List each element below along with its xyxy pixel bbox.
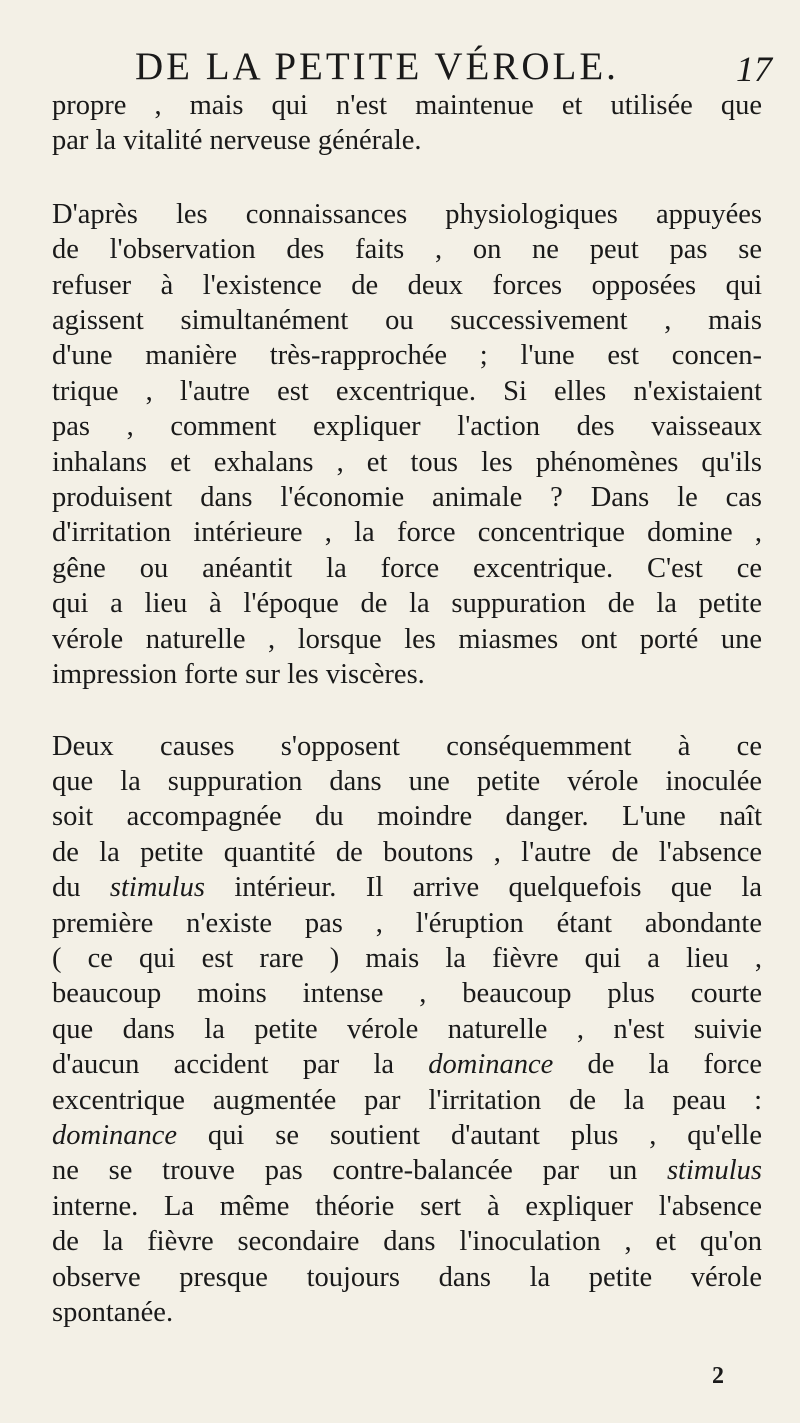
text-line: inhalans et exhalans , et tous les phénomènes qu'ils <box>52 446 762 478</box>
text-line: d'aucun accident par la dominance de la force <box>52 1049 763 1081</box>
text-line: du stimulus intérieur. Il arrive quelquefois que la <box>52 872 762 904</box>
text-line: beaucoup moins intense , beaucoup plus courte <box>52 978 762 1010</box>
text-line: refuser à l'existence de deux forces opposées qui <box>52 269 762 301</box>
paragraph <box>52 729 762 1331</box>
text-line: dominance qui se soutient d'autant plus , qu'elle <box>52 1119 762 1151</box>
text-line: D'après les connaissances physiologiques appuyées <box>52 198 762 230</box>
signature-mark: 2 <box>712 1363 724 1389</box>
text-line: que dans la petite vérole naturelle , n'est suivie <box>52 1013 762 1045</box>
text-line: spontanée. <box>52 1297 174 1328</box>
paragraph-gap <box>52 693 762 729</box>
text-line: d'irritation intérieure , la force concentrique domine , <box>52 517 762 549</box>
italic-term: dominance <box>52 1119 178 1151</box>
page-number: 17 <box>736 49 772 89</box>
text-line: de l'observation des faits , on ne peut pas se <box>52 234 762 266</box>
text-line: par la vitalité nerveuse générale. <box>52 125 422 157</box>
text-line: vérole naturelle , lorsque les miasmes ont porté une <box>52 623 762 655</box>
text-line: que la suppuration dans une petite vérole inoculée <box>52 765 762 797</box>
text-line: excentrique augmentée par l'irritation de la peau : <box>52 1084 762 1116</box>
text-line: d'une manière très-rapprochée ; l'une est concen- <box>52 340 762 372</box>
text-line: impression forte sur les viscères. <box>52 659 425 691</box>
text-line: de la fièvre secondaire dans l'inoculation , et qu'on <box>52 1226 762 1258</box>
italic-term: dominance <box>428 1049 554 1081</box>
text-line: observe presque toujours dans la petite vérole <box>52 1261 762 1293</box>
text-line: Deux causes s'opposent conséquemment à ce <box>52 730 762 762</box>
paragraph <box>52 88 762 159</box>
text-line: produisent dans l'économie animale ? Dans le cas <box>52 482 762 514</box>
text-line: propre , mais qui n'est maintenue et utilisée que <box>52 90 762 121</box>
text-line: pas , comment expliquer l'action des vaisseaux <box>52 411 762 443</box>
paragraph-gap <box>52 159 762 197</box>
running-title: DE LA PETITE VÉROLE. <box>135 45 619 88</box>
text-line: trique , l'autre est excentrique. Si elles n'existaient <box>52 375 762 407</box>
text-line: qui a lieu à l'époque de la suppuration de la petite <box>52 588 762 620</box>
body-text <box>52 88 762 1330</box>
text-line: agissent simultanément ou successivement , mais <box>52 305 762 337</box>
text-line: soit accompagnée du moindre danger. L'une naît <box>52 801 762 833</box>
italic-term: stimulus <box>666 1155 762 1187</box>
paragraph <box>52 197 762 693</box>
text-line: ne se trouve pas contre-balancée par un stimulus <box>52 1155 762 1187</box>
text-line: de la petite quantité de boutons , l'autre de l'absence <box>52 836 762 868</box>
text-line: interne. La même théorie sert à expliquer l'absence <box>52 1190 762 1222</box>
text-line: gêne ou anéantit la force excentrique. C'est ce <box>52 552 762 584</box>
text-line: ( ce qui est rare ) mais la fièvre qui a lieu , <box>52 942 762 974</box>
text-line: première n'existe pas , l'éruption étant abondante <box>52 907 762 939</box>
italic-term: stimulus <box>109 872 205 904</box>
